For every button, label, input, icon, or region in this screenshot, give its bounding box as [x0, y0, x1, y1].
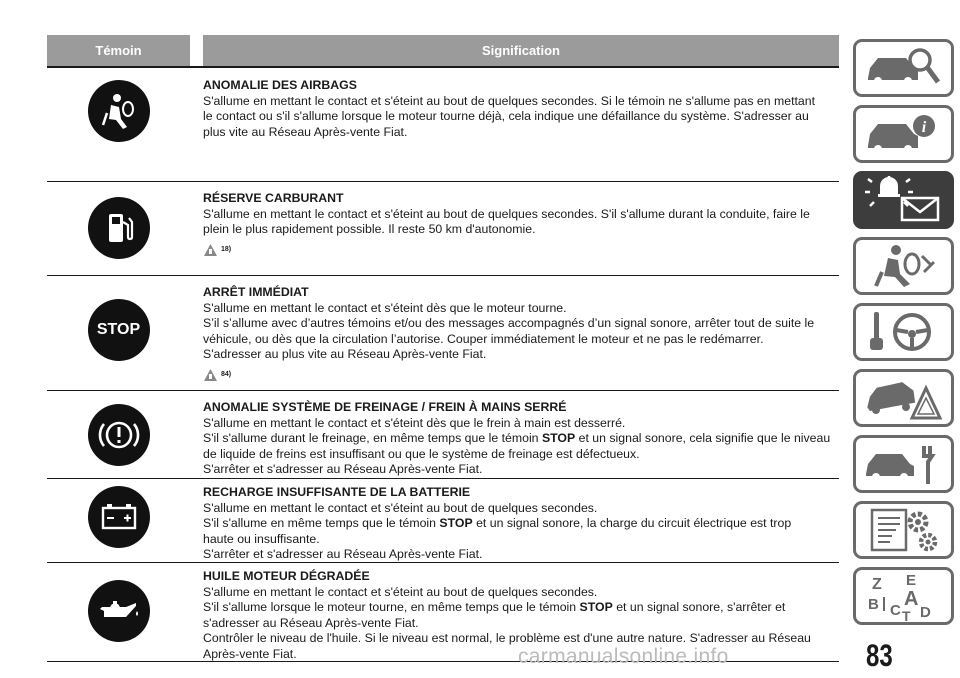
row-line: véhicule, ou dès que la circulation l’autorise. Couper immédiatement le moteur et ne pas le redémarrer.	[203, 331, 764, 346]
row-line: plein le plus rapidement possible. Il reste 50 km d'autonomie.	[203, 222, 536, 236]
row-title: ANOMALIE SYSTÈME DE FREINAGE / FREIN À MAINS SERRÉ	[203, 400, 567, 414]
svg-text:i: i	[921, 119, 926, 136]
table-row-brake	[47, 390, 839, 479]
car-maintenance-icon	[862, 440, 946, 488]
stop-icon	[88, 299, 150, 361]
row-line: Après-vente Fiat.	[203, 646, 297, 661]
line-text: S'il s'allume en même temps que le témoin	[203, 516, 440, 530]
index-letter: T	[901, 608, 911, 621]
icon-cell	[47, 197, 190, 259]
stop-bold: STOP	[541, 431, 576, 445]
icon-cell	[47, 580, 190, 642]
icon-cell	[47, 299, 190, 361]
warning-reference	[203, 367, 839, 383]
table-row-battery	[47, 478, 839, 563]
row-line: S'allume en mettant le contact et s'éteint au bout de quelques secondes.	[203, 500, 598, 515]
row-title: HUILE MOTEUR DÉGRADÉE	[203, 569, 370, 583]
index-letter: C	[889, 602, 901, 619]
stop-bold: STOP	[439, 516, 473, 530]
tab-knowing-vehicle[interactable]	[853, 39, 954, 97]
row-line: S’il s’allume avec d’autres témoins et/ou des messages accompagnés d’un signal sonore, arrêter tout de suite le	[203, 316, 815, 330]
table-row-stop	[47, 275, 839, 391]
row-line	[203, 600, 839, 616]
line-text: et un signal sonore, cela signifie que le niveau	[575, 431, 831, 445]
watermark: carmanualsonline.info	[518, 645, 729, 668]
specs-gear-icon	[862, 506, 946, 554]
row-title: RECHARGE INSUFFISANTE DE LA BATTERIE	[203, 485, 471, 499]
tab-technical-specs[interactable]	[853, 501, 954, 559]
car-breakdown-triangle-icon	[862, 374, 946, 422]
row-text	[203, 485, 839, 563]
index-letter: E	[905, 572, 916, 589]
row-line: S'arrêter et s'adresser au Réseau Après-vente Fiat.	[203, 462, 483, 476]
row-line: S'arrêter et s'adresser au Réseau Après-vente Fiat.	[203, 547, 483, 561]
battery-icon	[88, 486, 150, 548]
row-line: de liquide de freins est insuffisant ou que le système de freinage est défectueux.	[203, 446, 640, 461]
header-signification: Signification	[203, 35, 839, 66]
oil-can-icon	[88, 580, 150, 642]
key-steering-wheel-icon	[862, 308, 946, 356]
index-letter: D	[919, 604, 931, 621]
tab-seats-airbag[interactable]	[853, 237, 954, 295]
row-line: S'allume en mettant le contact et s'éteint au bout de quelques secondes. Si le témoin ne s'allume pas en mettant	[203, 93, 816, 108]
icon-cell	[47, 486, 190, 548]
table-row-fuel	[47, 181, 839, 276]
car-search-icon	[862, 44, 946, 92]
row-line: S'allume en mettant le contact et s'éteint dès que le moteur tourne.	[203, 300, 567, 315]
row-line: haute ou insuffisante.	[203, 531, 320, 546]
tab-emergency[interactable]	[853, 369, 954, 427]
stop-bold: STOP	[579, 600, 613, 614]
row-line: Contrôler le niveau de l'huile. Si le niveau est normal, le problème est d'une autre nature. S'adresser au Réseau	[203, 631, 811, 645]
index-letter: B	[867, 596, 879, 613]
tab-maintenance[interactable]	[853, 435, 954, 493]
table-row-airbag	[47, 68, 839, 182]
row-line	[203, 516, 839, 532]
airbag-warning-icon	[88, 80, 150, 142]
caution-hand-icon	[203, 368, 218, 382]
caution-hand-icon	[203, 243, 218, 257]
tab-starting-driving[interactable]	[853, 303, 954, 361]
row-text	[203, 285, 839, 382]
stop-icon-label: STOP	[96, 321, 141, 338]
page-number: 83	[866, 638, 893, 674]
row-line: le contact ou s'il s'allume lorsque le moteur tourne déjà, cela indique une défaillance du système. S'adresser au	[203, 109, 809, 123]
alphabetical-index-icon	[862, 571, 946, 621]
table-header	[47, 35, 839, 66]
icon-cell	[47, 80, 190, 142]
row-text	[203, 78, 839, 140]
warning-light-message-icon	[862, 176, 946, 224]
line-text: S'il s'allume lorsque le moteur tourne, en même temps que le témoin	[203, 600, 580, 614]
line-text: et un signal sonore, la charge du circuit électrique est trop	[472, 516, 792, 530]
reference-number: 84)	[221, 370, 232, 378]
row-text	[203, 191, 839, 257]
row-title: RÉSERVE CARBURANT	[203, 191, 344, 205]
row-line: S'allume en mettant le contact et s'éteint dès que le frein à main est desserré.	[203, 415, 626, 430]
row-line: S'allume en mettant le contact et s'éteint au bout de quelques secondes. S'il s'allume durant la conduite, faire le	[203, 206, 810, 221]
row-line: s'adresser au Réseau Après-vente Fiat.	[203, 615, 419, 630]
icon-cell	[47, 404, 190, 466]
reference-number: 18)	[221, 245, 232, 253]
row-title: ARRÊT IMMÉDIAT	[203, 285, 309, 299]
row-title: ANOMALIE DES AIRBAGS	[203, 78, 357, 92]
tab-index[interactable]	[853, 567, 954, 625]
index-letter: Z	[871, 576, 882, 593]
seat-airbag-icon	[862, 242, 946, 290]
row-line	[203, 431, 839, 447]
row-line: plus vite au Réseau Après-vente Fiat.	[203, 124, 408, 139]
tab-safety[interactable]	[853, 105, 954, 163]
line-text: et un signal sonore, s'arrêter et	[612, 600, 786, 614]
row-line: S'allume en mettant le contact et s'éteint au bout de quelques secondes.	[203, 584, 598, 599]
row-text	[203, 400, 839, 478]
brake-warning-icon	[88, 404, 150, 466]
line-text: S'il s'allume durant le freinage, en même temps que le témoin	[203, 431, 542, 445]
car-info-icon	[862, 110, 946, 158]
row-line: S'adresser au plus vite au Réseau Après-vente Fiat.	[203, 347, 487, 361]
header-temoin: Témoin	[47, 35, 190, 66]
tab-warning-lights[interactable]	[853, 171, 954, 229]
fuel-pump-icon	[88, 197, 150, 259]
warning-reference	[203, 242, 839, 258]
index-letter: A	[903, 588, 918, 610]
